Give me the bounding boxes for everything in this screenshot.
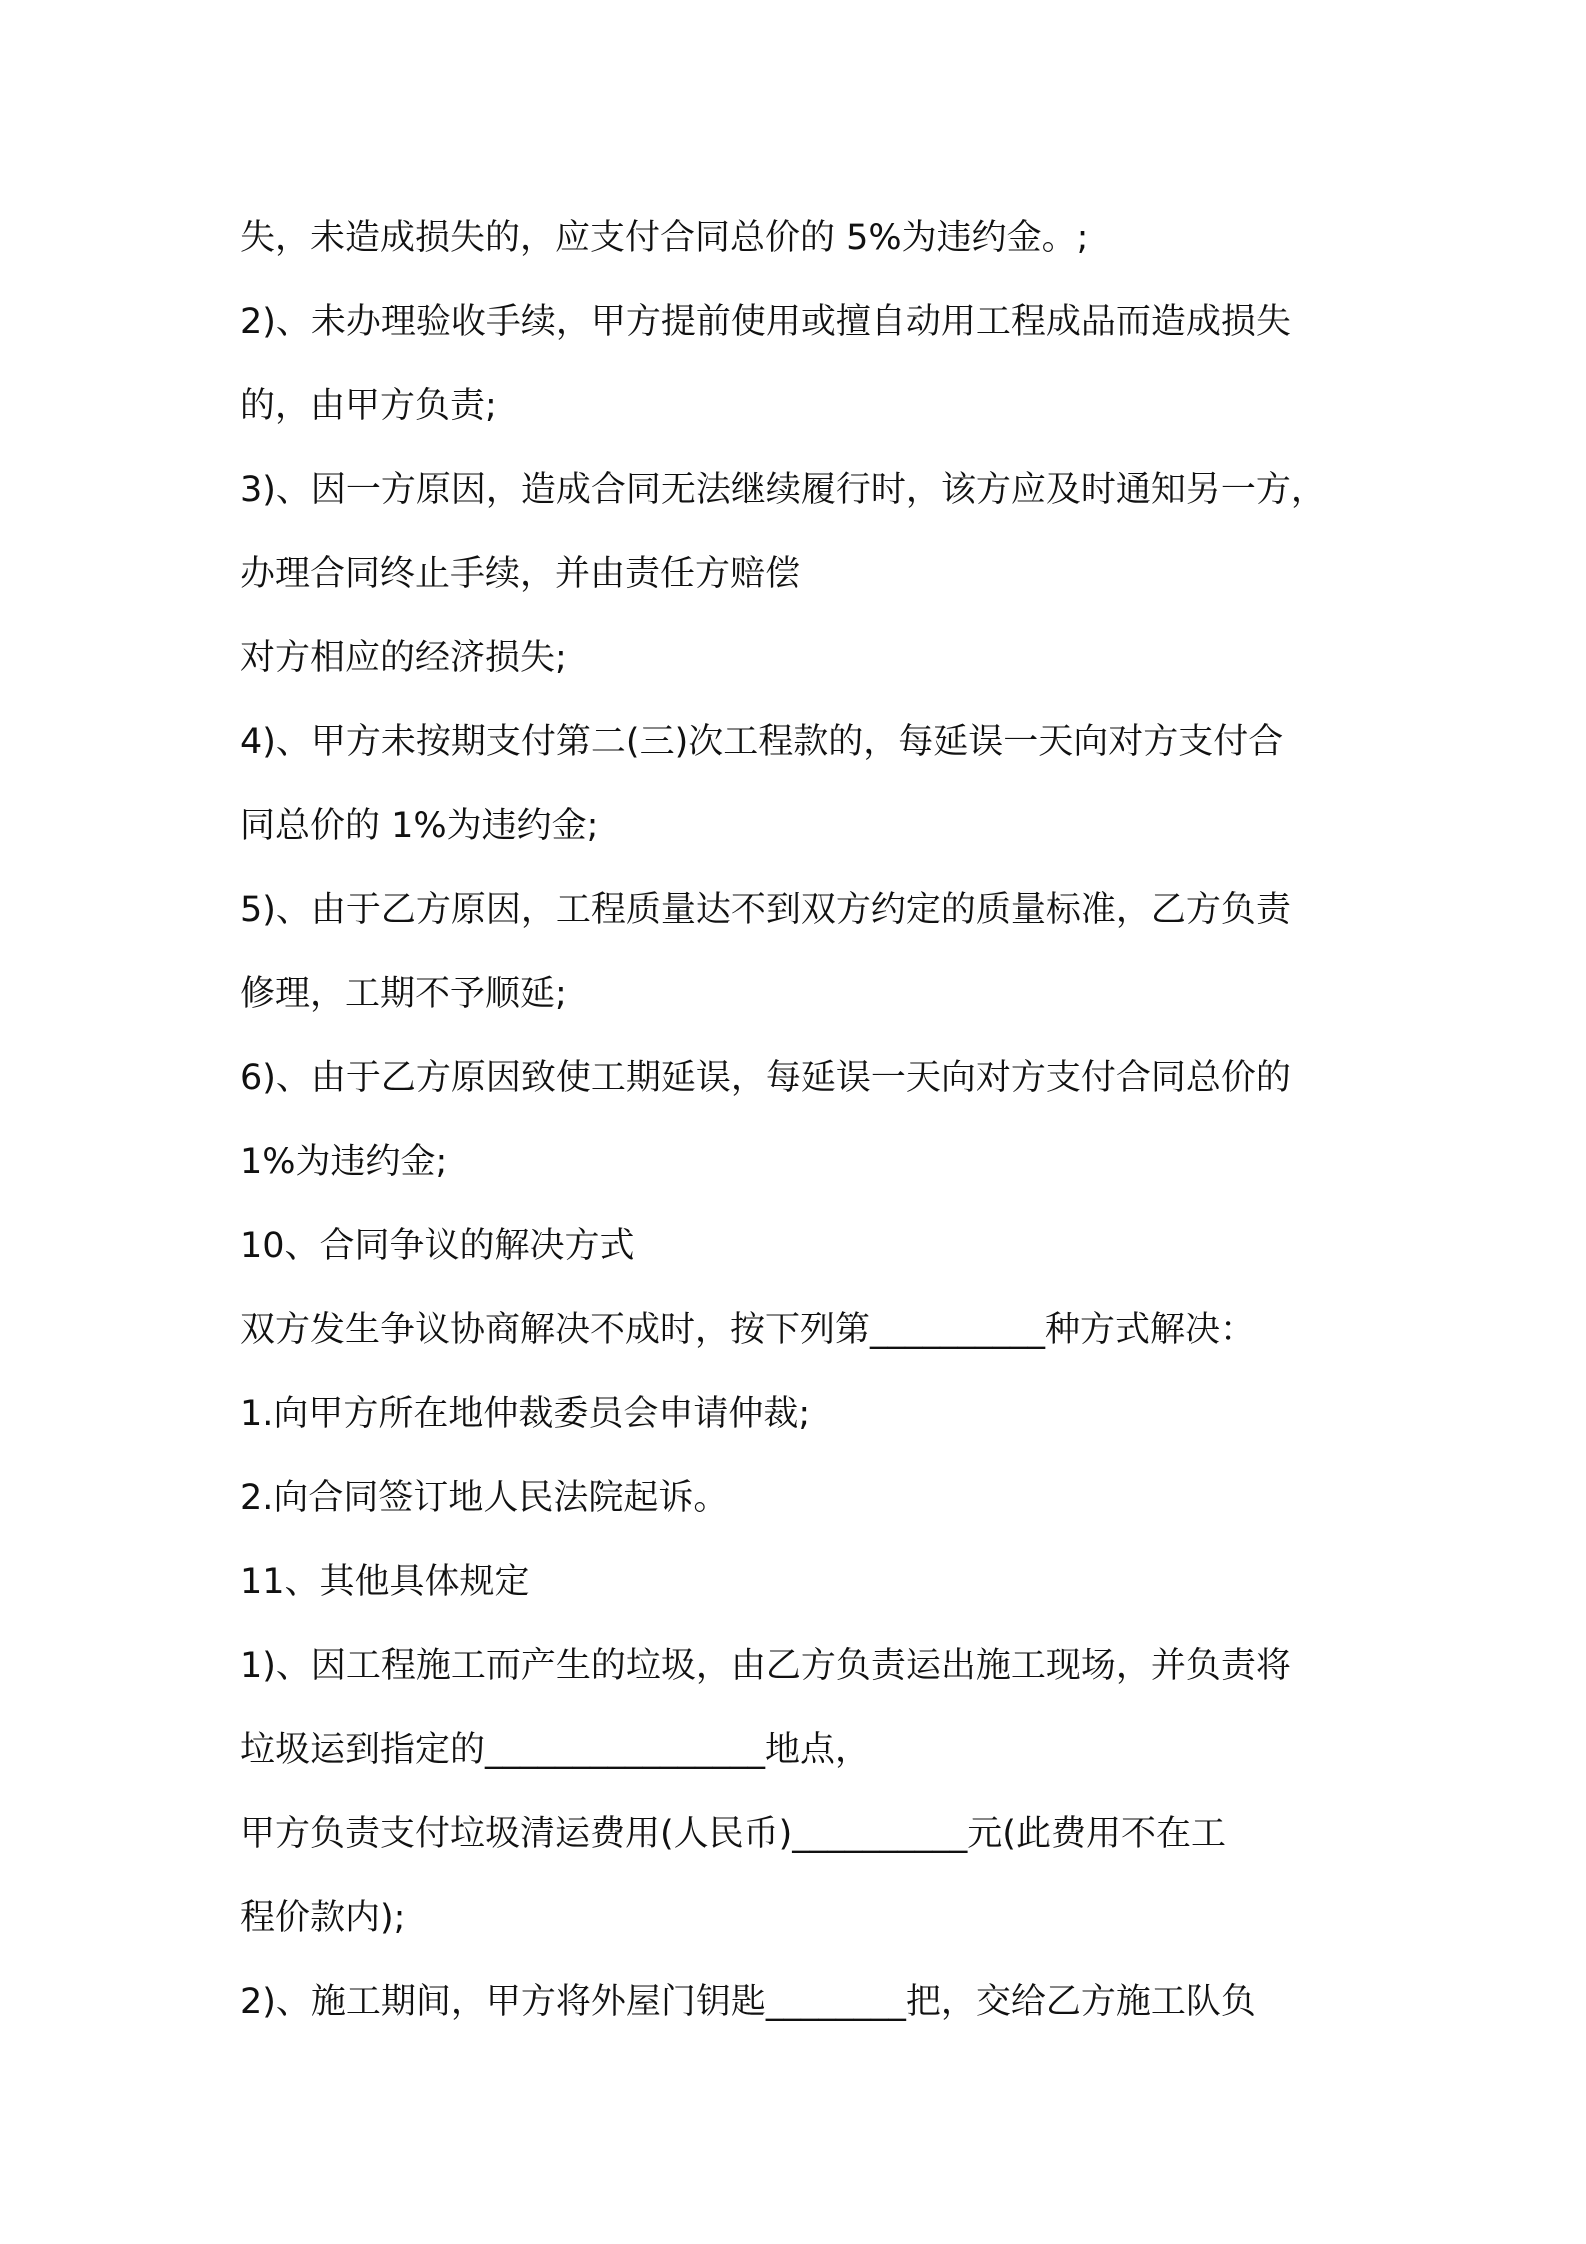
text-line-16: 2.向合同签订地人民法院起诉。 (240, 1478, 729, 1518)
section-heading-10: 10、合同争议的解决方式 (240, 1226, 635, 1266)
text-line-19: 垃圾运到指定的________________地点， (240, 1730, 871, 1770)
text-line-18: 1)、因工程施工而产生的垃圾，由乙方负责运出施工现场，并负责将 (240, 1646, 1291, 1686)
text-line-5: 办理合同终止手续，并由责任方赔偿 (240, 554, 801, 594)
text-line-4: 3)、因一方原因，造成合同无法继续履行时，该方应及时通知另一方， (240, 470, 1326, 510)
text-line-22: 2)、施工期间，甲方将外屋门钥匙________把，交给乙方施工队负 (240, 1982, 1256, 2022)
text-line-9: 5)、由于乙方原因，工程质量达不到双方约定的质量标准，乙方负责 (240, 890, 1291, 930)
text-line-14: 双方发生争议协商解决不成时，按下列第__________种方式解决： (240, 1310, 1256, 1350)
text-line-21: 程价款内); (240, 1898, 406, 1938)
document-body (240, 196, 1360, 2044)
text-line-12: 1%为违约金; (240, 1142, 448, 1182)
text-line-8: 同总价的 1%为违约金; (240, 806, 599, 846)
text-line-20: 甲方负责支付垃圾清运费用(人民币)__________元(此费用不在工 (240, 1814, 1226, 1854)
section-heading-11: 11、其他具体规定 (240, 1562, 530, 1602)
text-line-7: 4)、甲方未按期支付第二(三)次工程款的，每延误一天向对方支付合 (240, 722, 1284, 762)
text-line-6: 对方相应的经济损失; (240, 638, 567, 678)
text-line-11: 6)、由于乙方原因致使工期延误，每延误一天向对方支付合同总价的 (240, 1058, 1291, 1098)
text-line-2: 2)、未办理验收手续，甲方提前使用或擅自动用工程成品而造成损失 (240, 302, 1291, 342)
text-line-15: 1.向甲方所在地仲裁委员会申请仲裁; (240, 1394, 811, 1434)
text-line-10: 修理，工期不予顺延; (240, 974, 567, 1014)
text-line-3: 的，由甲方负责; (240, 386, 497, 426)
text-line-1: 失，未造成损失的，应支付合同总价的 5%为违约金。; (240, 218, 1089, 258)
